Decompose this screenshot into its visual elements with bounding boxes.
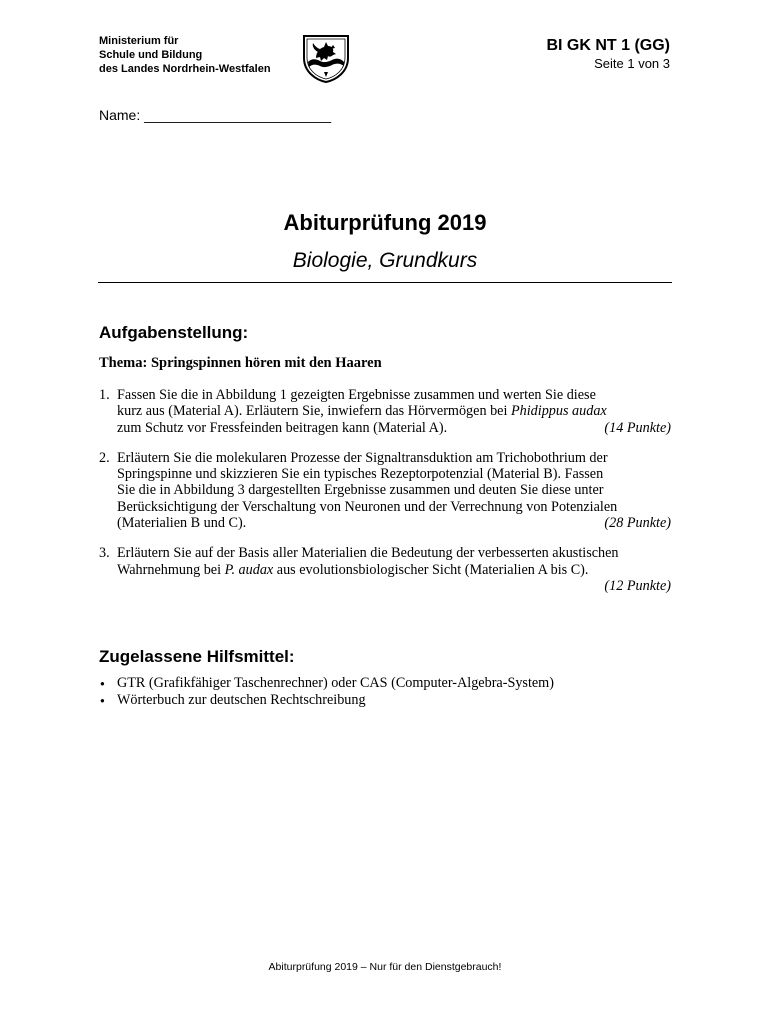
ministry-line: des Landes Nordrhein-Westfalen [99, 63, 271, 75]
list-item [99, 675, 554, 692]
task-text: zum Schutz vor Fressfeinden beitragen kann (Material A). (14 Punkte) [117, 419, 671, 436]
task-text: Berücksichtigung der Verschaltung von Neuronen und der Verrechnung von Potenzialen [117, 498, 618, 515]
name-blank[interactable]: ________________________ [144, 107, 331, 123]
task-number: 3. [99, 545, 110, 562]
aids-list [99, 675, 554, 709]
task-number: 1. [99, 387, 110, 403]
task-item [99, 450, 671, 531]
task-points: (28 Punkte) [604, 515, 671, 532]
task-theme: Thema: Springspinnen hören mit den Haaren [99, 355, 382, 371]
aid-text: GTR (Grafikfähiger Taschenrechner) oder CAS (Computer-Algebra-System) [117, 675, 554, 691]
ministry-line: Schule und Bildung [99, 49, 203, 61]
name-field[interactable] [99, 107, 331, 123]
task-points: (14 Punkte) [604, 419, 671, 436]
list-item [99, 692, 554, 709]
species-name: Phidippus audax [510, 403, 607, 420]
tasks-heading: Aufgabenstellung: [99, 323, 249, 342]
task-item [99, 545, 671, 594]
task-list [99, 387, 671, 608]
task-text: Wahrnehmung bei P. audax aus evolutionsbiologischer Sicht (Materialien A bis C). [117, 561, 589, 578]
page-title: Abiturprüfung 2019 [283, 210, 487, 235]
aid-text: Wörterbuch zur deutschen Rechtschreibung [117, 692, 366, 708]
exam-code: BI GK NT 1 (GG) [546, 37, 670, 54]
species-name: P. audax [224, 561, 274, 578]
task-text: Sie die in Abbildung 3 dargestellten Ergebnisse zusammen und deuten Sie diese unter [117, 482, 604, 499]
name-label: Name: [99, 107, 141, 123]
task-text: Erläutern Sie auf der Basis aller Materialien die Bedeutung der verbesserten akustischen [117, 545, 619, 562]
task-number: 2. [99, 449, 110, 466]
page-info: Seite 1 von 3 [594, 56, 670, 71]
task-points: (12 Punkte) [604, 577, 671, 594]
page-subtitle: Biologie, Grundkurs [292, 249, 478, 272]
bullet-icon: ● [100, 679, 105, 688]
task-text: (Materialien B und C). (28 Punkte) [117, 515, 671, 532]
task-text: Erläutern Sie die molekularen Prozesse der Signaltransduktion am Trichobothrium der [117, 449, 608, 466]
exam-code-block [546, 36, 670, 72]
ministry-line: Ministerium für [99, 35, 179, 47]
title-divider [98, 282, 672, 283]
task-item [99, 387, 671, 436]
aids-heading: Zugelassene Hilfsmittel: [99, 647, 295, 666]
nrw-crest-icon [300, 32, 352, 84]
page-footer: Abiturprüfung 2019 – Nur für den Dienstgebrauch! [268, 961, 502, 973]
task-text: kurz aus (Material A). Erläutern Sie, inwiefern das Hörvermögen bei Phidippus audax [117, 403, 607, 420]
task-text: Fassen Sie die in Abbildung 1 gezeigten Ergebnisse zusammen und werten Sie diese [117, 387, 596, 403]
task-text: Springspinne und skizzieren Sie ein typisches Rezeptorpotenzial (Material B). Fassen [117, 466, 604, 483]
ministry-name [99, 34, 271, 76]
bullet-icon: ● [100, 696, 105, 705]
